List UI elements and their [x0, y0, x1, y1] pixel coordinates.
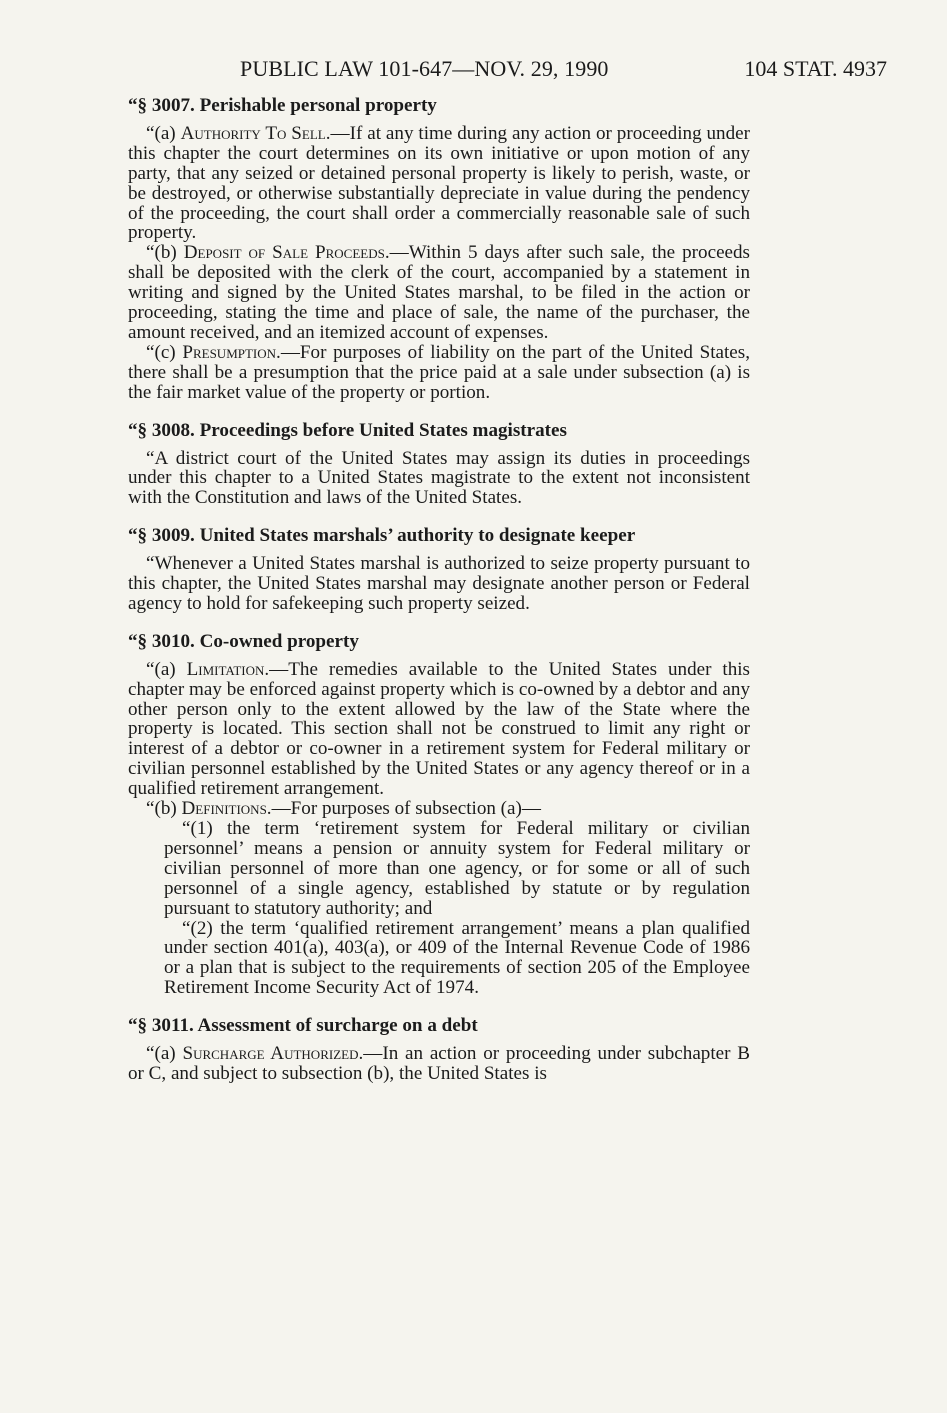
subsection-text: —For purposes of subsection (a)—: [271, 798, 541, 820]
section-3008: [128, 421, 750, 509]
section-3007-subsection-c: [128, 343, 750, 403]
subsection-caption: Deposit of Sale Proceeds.: [183, 242, 390, 264]
subsection-text: —Within 5 days after such sale, the proceeds shall be deposited with the clerk of the court, accompanied by a statement in writing and signed by the United States marshal, to be filed in the action or proceeding, stating the time and place of sale, the name of the purchaser, the amount received, and an itemized account of expenses.: [128, 242, 750, 343]
subsection-open: “(a): [146, 122, 181, 144]
section-3007: [128, 96, 750, 403]
subsection-caption: Surcharge Authorized.: [182, 1043, 364, 1065]
section-3009-text: “Whenever a United States marshal is authorized to seize property pursuant to this chapter, the United States marshal may designate another person or Federal agency to hold for safekeeping such property seized.: [128, 553, 750, 614]
section-3011-subsection-a: [128, 1044, 750, 1084]
subsection-caption: Authority To Sell.: [180, 122, 331, 144]
section-3009: [128, 526, 750, 614]
subsection-open: “(a): [146, 658, 187, 680]
section-3010: [128, 632, 750, 998]
subsection-text: —In an action or proceeding under subchapter B or C, and subject to subsection (b), the United States is: [128, 1043, 750, 1084]
section-3010-heading: “§ 3010. Co-owned property: [128, 630, 359, 652]
running-title: PUBLIC LAW 101-647—NOV. 29, 1990: [240, 56, 609, 81]
subsection-caption: Definitions.: [181, 798, 272, 820]
subsection-open: “(c): [146, 341, 183, 363]
section-3010-subsection-a: [128, 660, 750, 799]
page-header: [128, 56, 892, 86]
section-3007-heading: “§ 3007. Perishable personal property: [128, 95, 437, 116]
subsection-text: —The remedies available to the United States under this chapter may be enforced against property which is co-owned by a debtor and any other person only to the extent allowed by the law of the State where the property is located. This section shall not be construed to limit any right or interest of a debtor or co-owner in a retirement system for Federal military or civilian personnel established by the United States or any agency thereof or in a qualified retirement arrangement.: [128, 658, 750, 800]
section-3010-subsection-b: [128, 799, 750, 819]
subsection-caption: Limitation.: [186, 658, 270, 680]
section-3010-paragraph-1: “(1) the term ‘retirement system for Federal military or civilian personnel’ means a pension or annuity system for Federal military or civilian personnel of more than one agency, or for some or all of such personnel of a single agency, established by statute or by regulation pursuant to statutory authority; and: [164, 818, 750, 919]
section-3010-paragraph-2: “(2) the term ‘qualified retirement arrangement’ means a plan qualified under section 401(a), 403(a), or 409 of the Internal Revenue Code of 1986 or a plan that is subject to the requirements of section 205 of the Employee Retirement Income Security Act of 1974.: [164, 917, 750, 999]
subsection-text: —For purposes of liability on the part of the United States, there shall be a presumption that the price paid at a sale under subsection (a) is the fair market value of the property or portion.: [128, 341, 750, 403]
subsection-open: “(a): [146, 1043, 183, 1065]
subsection-text: —If at any time during any action or proceeding under this chapter the court determines on its own initiative or upon motion of any party, that any seized or detained personal property is likely to perish, waste, or be destroyed, or otherwise substantially depreciate in value during the pendency of the proceeding, the court shall order a commercially reasonable sale of such property.: [128, 122, 750, 244]
section-3007-subsection-a: [128, 124, 750, 243]
subsection-open: “(b): [146, 242, 184, 264]
subsection-open: “(b): [146, 798, 182, 820]
section-3011: [128, 1016, 750, 1084]
section-3008-heading: “§ 3008. Proceedings before United States magistrates: [128, 419, 567, 441]
section-3011-heading: “§ 3011. Assessment of surcharge on a debt: [128, 1015, 478, 1037]
section-3009-heading: “§ 3009. United States marshals’ authority to designate keeper: [128, 525, 636, 547]
section-3007-subsection-b: [128, 243, 750, 343]
section-3008-text: “A district court of the United States may assign its duties in proceedings under this chapter to a United States magistrate to the extent not inconsistent with the Constitution and laws of the United States.: [128, 447, 750, 509]
document-body: [128, 96, 750, 1084]
subsection-caption: Presumption.: [182, 341, 281, 363]
stat-page-number: 104 STAT. 4937: [744, 56, 887, 81]
